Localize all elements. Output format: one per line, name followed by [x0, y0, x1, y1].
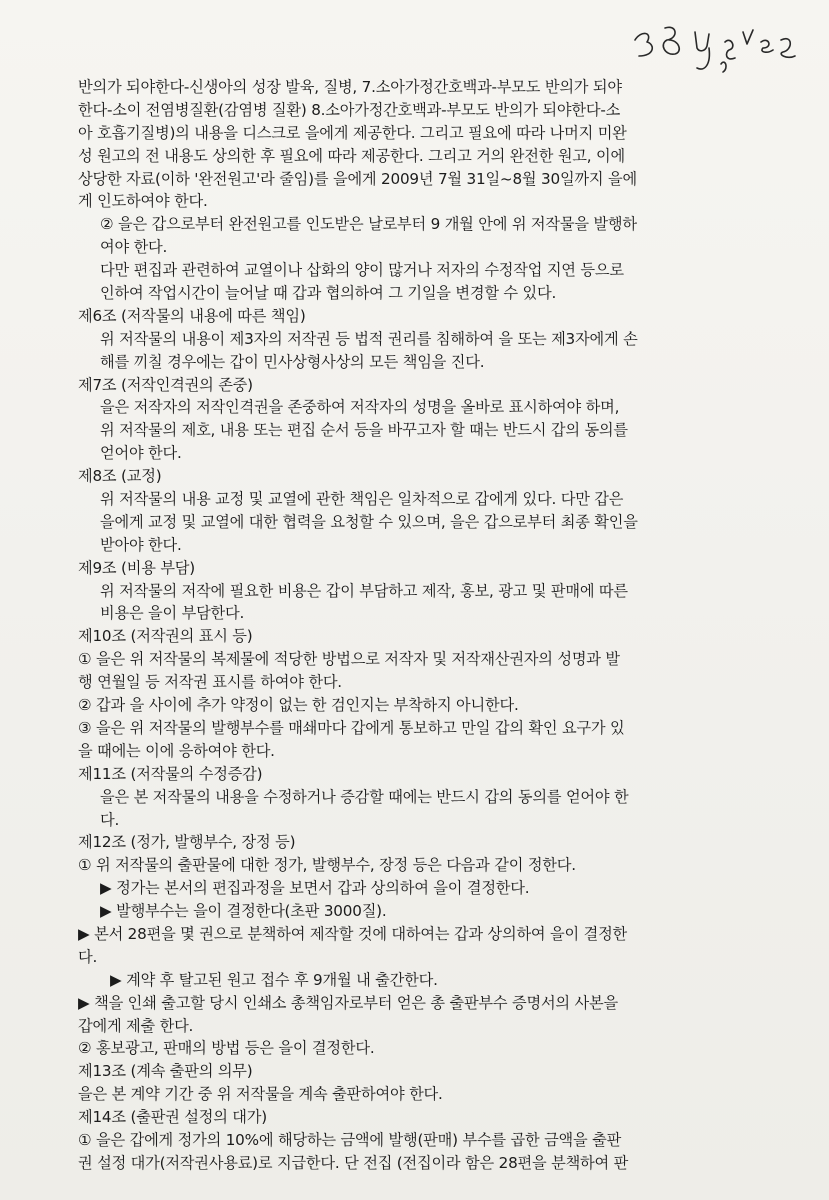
text-line: ③ 을은 위 저작물의 발행부수를 매쇄마다 갑에게 통보하고 만일 갑의 확인 요구가 있 [78, 718, 625, 737]
text-line: ② 갑과 을 사이에 추가 약정이 없는 한 검인지는 부착하지 아니한다. [78, 696, 519, 715]
text-line: 행 연월일 등 저작권 표시를 하여야 한다. [78, 673, 342, 692]
text-line: 다. [100, 810, 120, 829]
text-line: 다만 편집과 관련하여 교열이나 삽화의 양이 많거나 저자의 수정작업 지연 등으로 [100, 261, 624, 280]
text-line: 위 저작물의 저작에 필요한 비용은 갑이 부담하고 제작, 홍보, 광고 및 판매에 따른 [100, 581, 628, 600]
text-line: 아 호흡기질병)의 내용을 디스크로 을에게 제공한다. 그리고 필요에 따라 나머지 미완 [78, 123, 627, 142]
text-line: 제14조 (출판권 설정의 대가) [78, 1108, 267, 1127]
text-line: ① 위 저작물의 출판물에 대한 정가, 발행부수, 장정 등은 다음과 같이 정한다. [78, 856, 576, 875]
text-line: ① 을은 갑에게 정가의 10%에 해당하는 금액에 발행(판매) 부수를 곱한 금액을 출판 [78, 1130, 622, 1149]
text-line: ① 을은 위 저작물의 복제물에 적당한 방법으로 저작자 및 저작재산권자의 성명과 발 [78, 650, 620, 669]
text-line: 성 원고의 전 내용도 상의한 후 필요에 따라 제공한다. 그리고 거의 완전한 원고, 이에 [78, 146, 625, 165]
text-line: ② 을은 갑으로부터 완전원고를 인도받은 날로부터 9 개월 안에 위 저작물을 발행하 [100, 215, 637, 234]
text-line: ▶ 계약 후 탈고된 원고 접수 후 9개월 내 출간한다. [110, 970, 438, 989]
text-line: 제13조 (계속 출판의 의무) [78, 1062, 253, 1081]
text-line: 여야 한다. [100, 238, 168, 257]
text-line: ▶ 정가는 본서의 편집과정을 보면서 갑과 상의하여 을이 결정한다. [100, 879, 530, 898]
text-line: 위 저작물의 내용이 제3자의 저작권 등 법적 권리를 침해하여 을 또는 제3자에게 손 [100, 329, 638, 348]
text-line: 상당한 자료(이하 '완전원고'라 줄임)를 을에게 2009년 7월 31일~8월 30일까지 을에 [78, 169, 637, 188]
text-line: 제8조 (교정) [78, 467, 162, 486]
text-line: 제7조 (저작인격권의 존중) [78, 375, 253, 394]
text-line: 비용은 을이 부담한다. [100, 604, 245, 623]
text-line: 위 저작물의 제호, 내용 또는 편집 순서 등을 바꾸고자 할 때는 반드시 갑의 동의를 [100, 421, 628, 440]
text-line: 권 설정 대가(저작권사용료)로 지급한다. 단 전집 (전집이라 함은 28편을 분책하여 판 [78, 1153, 629, 1172]
text-line: 제12조 (정가, 발행부수, 장정 등) [78, 833, 296, 852]
text-line: 인하여 작업시간이 늘어날 때 갑과 협의하여 그 기일을 변경할 수 있다. [100, 284, 557, 303]
text-line: 다. [78, 947, 98, 966]
text-line: ② 홍보광고, 판매의 방법 등은 을이 결정한다. [78, 1039, 375, 1058]
text-line: ▶ 본서 28편을 몇 권으로 분책하여 제작할 것에 대하여는 갑과 상의하여 을이 결정한 [78, 924, 628, 943]
text-line: ▶ 발행부수는 을이 결정한다(초판 3000질). [100, 902, 387, 921]
text-line: 을 때에는 이에 응하여야 한다. [78, 741, 275, 760]
text-line: 한다-소이 전염병질환(감염병 질환) 8.소아가정간호백과-부모도 반의가 되야한다-소 [78, 100, 621, 119]
contract-text-body [78, 76, 718, 1175]
text-line: 해를 끼칠 경우에는 갑이 민사상형사상의 모든 책임을 진다. [100, 352, 485, 371]
text-line: 게 인도하여야 한다. [78, 192, 208, 211]
handwritten-note-icon [625, 18, 815, 78]
text-line: 을은 본 계약 기간 중 위 저작물을 계속 출판하여야 한다. [78, 1085, 443, 1104]
text-line: 을은 저작자의 저작인격권을 존중하여 저작자의 성명을 올바로 표시하여야 하며, [100, 398, 620, 417]
text-line: 을에게 교정 및 교열에 대한 협력을 요청할 수 있으며, 을은 갑으로부터 최종 확인을 [100, 512, 638, 531]
text-line: 받아야 한다. [100, 535, 182, 554]
text-line: ▶ 책을 인쇄 출고할 당시 인쇄소 총책임자로부터 얻은 총 출판부수 증명서의 사본을 [78, 993, 618, 1012]
text-line: 제9조 (비용 부담) [78, 558, 195, 577]
text-line: 반의가 되야한다-신생아의 성장 발육, 질병, 7.소아가정간호백과-부모도 반의가 되야 [78, 78, 622, 96]
text-line: 제6조 (저작물의 내용에 따른 책임) [78, 306, 306, 325]
text-line: 을은 본 저작물의 내용을 수정하거나 증감할 때에는 반드시 갑의 동의를 얻어야 한 [100, 787, 629, 806]
text-line: 갑에게 제출 한다. [78, 1016, 194, 1035]
text-line: 제11조 (저작물의 수정증감) [78, 764, 263, 783]
text-line: 얻어야 한다. [100, 444, 182, 463]
text-line: 위 저작물의 내용 교정 및 교열에 관한 책임은 일차적으로 갑에게 있다. 다만 갑은 [100, 490, 624, 509]
text-line: 제10조 (저작권의 표시 등) [78, 627, 253, 646]
